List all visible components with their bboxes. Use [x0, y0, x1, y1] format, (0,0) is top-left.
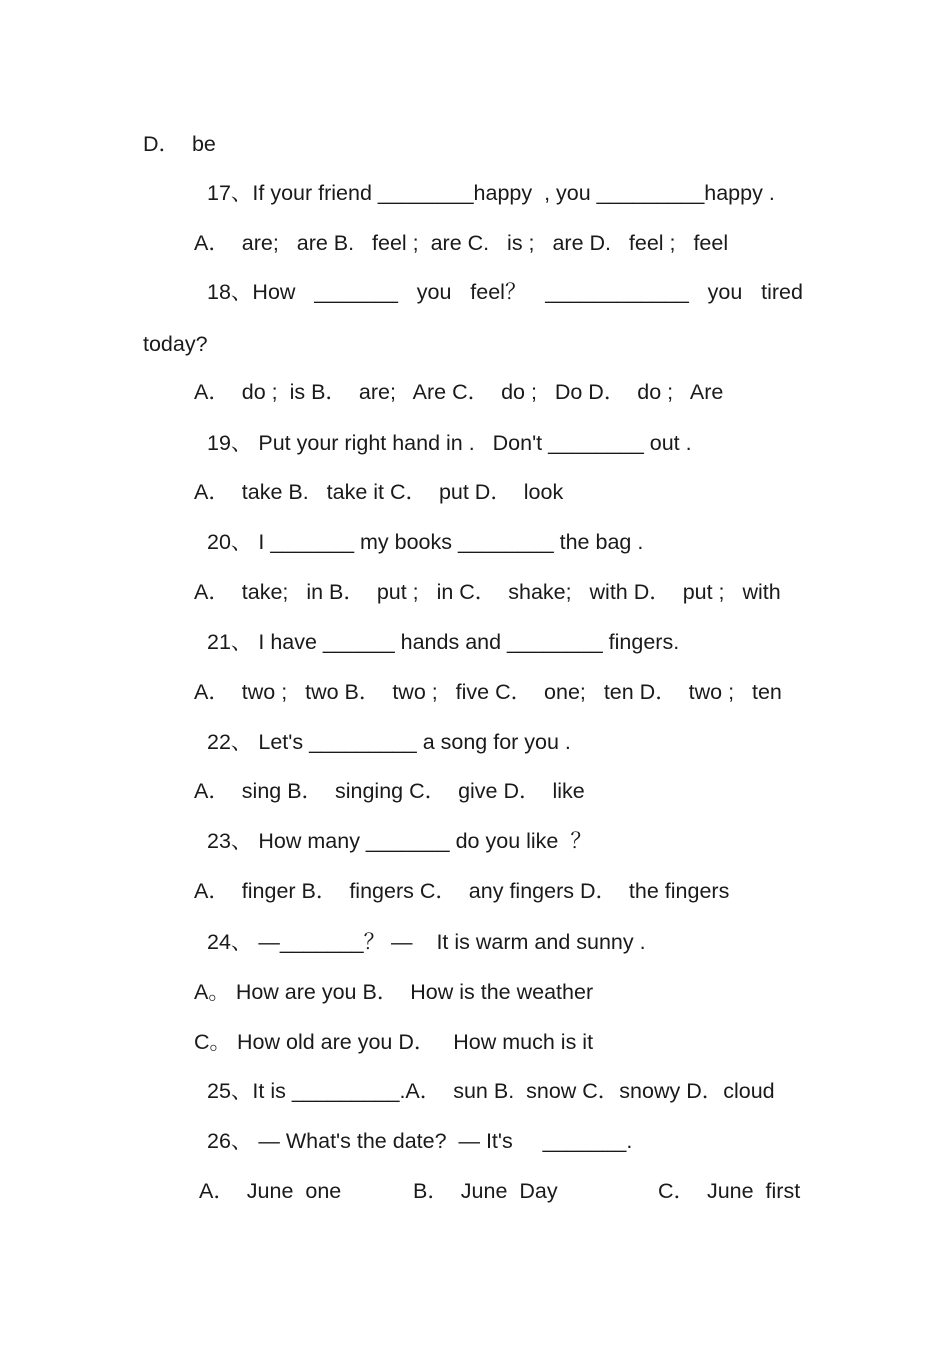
q20-options: A． take; in B． put ; in C． shake; with D． put ; with	[194, 580, 781, 604]
q18-stem	[207, 279, 803, 305]
q18-part-5: ____________	[545, 280, 689, 304]
q18-part-3: you	[416, 280, 452, 304]
q22-stem: 22、 Let's _________ a song for you .	[207, 730, 571, 754]
q26-option-a: A． June one	[199, 1179, 342, 1203]
q26-option-c: C． June first	[658, 1179, 801, 1203]
q21-options: A． two ; two B． two ; five C． one; ten D． two ; ten	[194, 680, 782, 704]
q18-part-6: you	[707, 280, 743, 304]
q23-options: A． finger B． fingers C． any fingers D． the fingers	[194, 879, 730, 903]
q18-part-4: feel？	[470, 280, 527, 304]
q17-stem: 17、If your friend ________happy , you _________happy .	[207, 181, 775, 205]
q20-stem: 20、 I _______ my books ________ the bag .	[207, 530, 644, 554]
q18-options: A． do ; is B． are; Are C． do ; Do D． do ; Are	[194, 380, 724, 404]
q26-option-b: B． June Day	[413, 1179, 558, 1203]
q19-options: A． take B. take it C． put D． look	[194, 480, 564, 504]
q24-stem: 24、 —_______？ — It is warm and sunny .	[207, 930, 646, 954]
q16-option-d: D． be	[143, 132, 216, 156]
q26-stem: 26、 — What's the date? — It's _______.	[207, 1129, 633, 1153]
q18-part-7: tired	[761, 280, 803, 304]
q18-stem-continued: today?	[143, 332, 208, 356]
q23-stem: 23、 How many _______ do you like ？	[207, 829, 592, 853]
q21-stem: 21、 I have ______ hands and ________ fingers.	[207, 630, 680, 654]
q19-stem: 19、 Put your right hand in . Don't ________ out .	[207, 431, 692, 455]
q24-options-cd: C。 How old are you D． How much is it	[194, 1030, 594, 1054]
q25-stem-options: 25、It is _________.A． sun B. snow C．snowy D．cloud	[207, 1079, 775, 1103]
q17-options: A． are; are B. feel ; are C. is ; are D. feel ; feel	[194, 231, 729, 255]
q18-part-1: 18、How	[207, 280, 296, 304]
q24-options-ab: A。 How are you B． How is the weather	[194, 980, 594, 1004]
q18-part-2: _______	[314, 280, 398, 304]
q22-options: A． sing B． singing C． give D． like	[194, 779, 585, 803]
